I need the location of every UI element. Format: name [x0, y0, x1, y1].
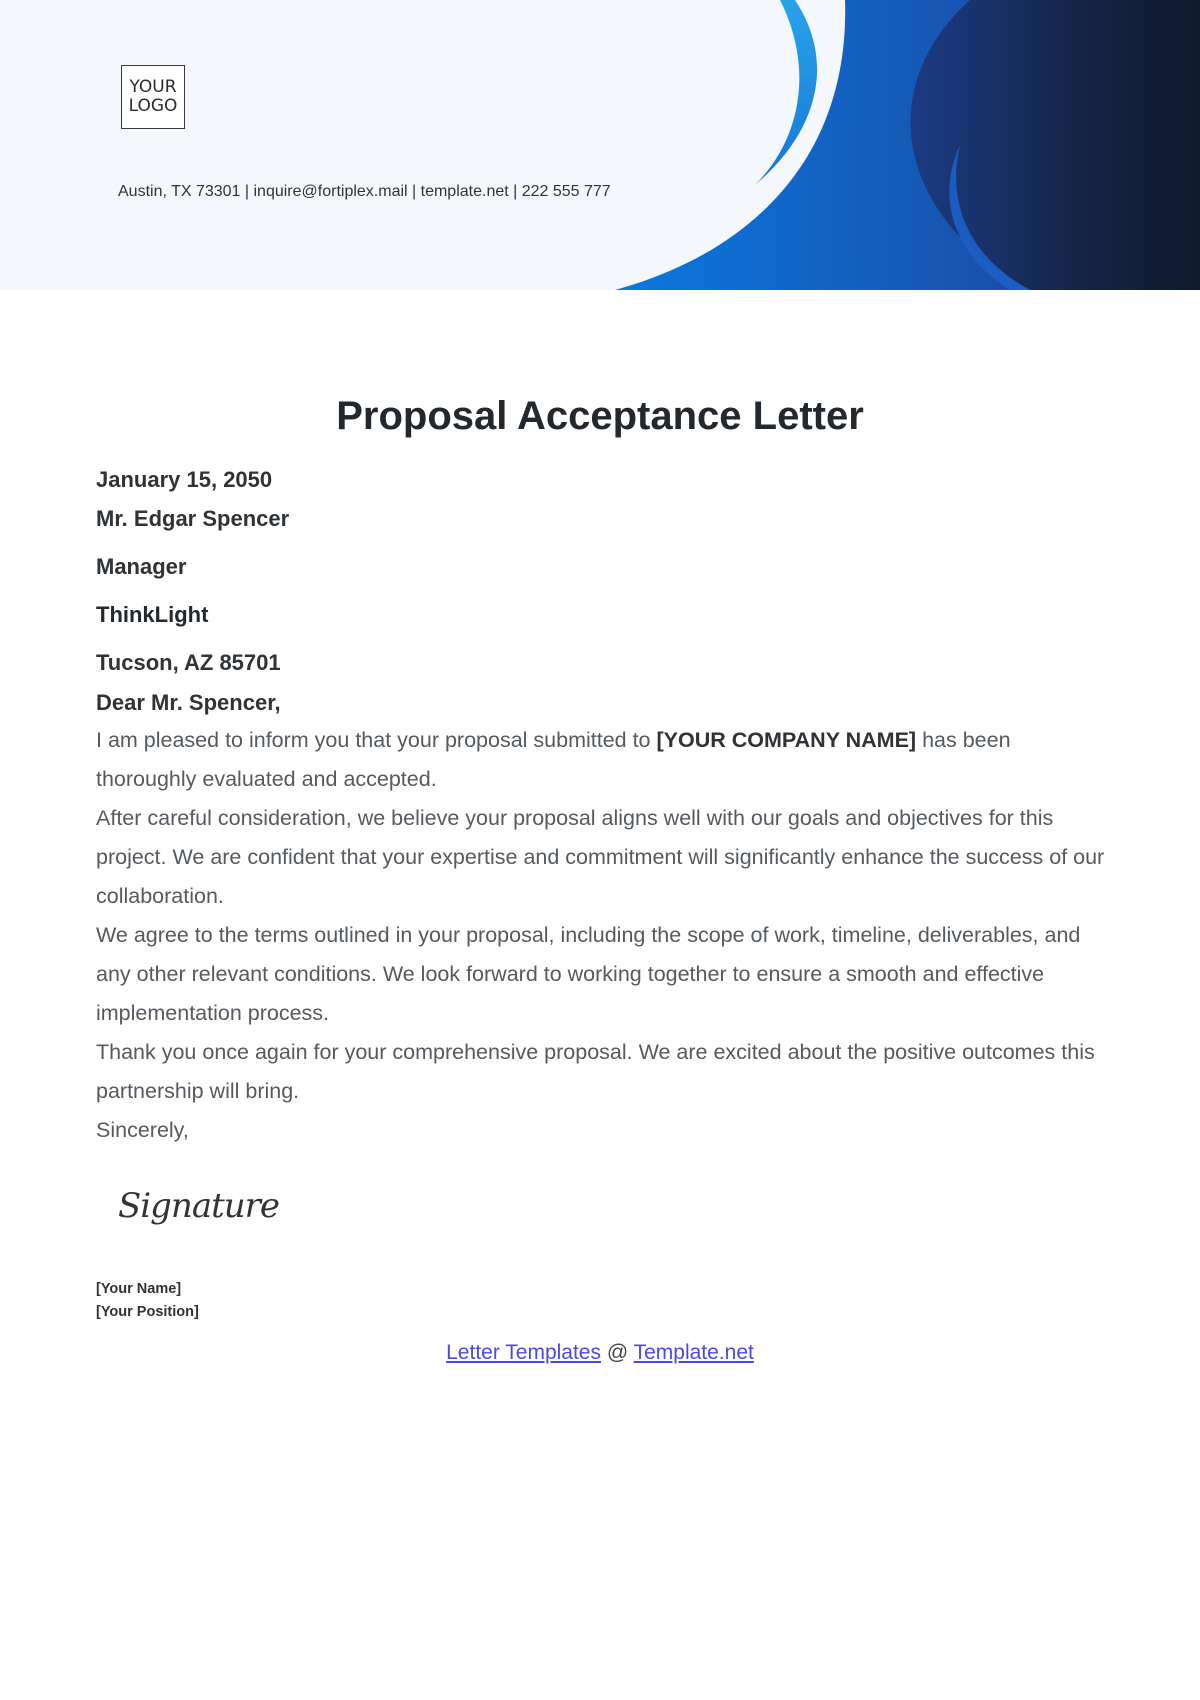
signature: Signature	[118, 1186, 280, 1226]
template-net-link[interactable]: Template.net	[633, 1341, 754, 1364]
salutation: Dear Mr. Spencer,	[96, 690, 281, 715]
body-paragraph-1: I am pleased to inform you that your proposal submitted to [YOUR COMPANY NAME] has been thoroughly evaluated and accepted.	[96, 728, 1011, 791]
company-logo: YOUR LOGO	[121, 65, 185, 129]
recipient-title: Manager	[96, 554, 187, 579]
sender-position: [Your Position]	[96, 1304, 199, 1320]
body-paragraph-2: After careful consideration, we believe your proposal aligns well with our goals and objectives for this project. We are confident that your expertise and commitment will significantly enhance the success of our collaboration.	[96, 806, 1105, 908]
letterhead	[0, 0, 1200, 290]
body-paragraph-3: We agree to the terms outlined in your proposal, including the scope of work, timeline, deliverables, and any other relevant conditions. We look forward to working together to ensure a smooth and effective implementation process.	[96, 923, 1081, 1025]
body-paragraph-4: Thank you once again for your comprehensive proposal. We are excited about the positive outcomes this partnership will bring.	[96, 1040, 1095, 1103]
letter-title: Proposal Acceptance Letter	[336, 394, 864, 438]
footer-separator: @	[601, 1341, 634, 1364]
letter-templates-link[interactable]: Letter Templates	[446, 1341, 601, 1364]
company-name-placeholder: [YOUR COMPANY NAME]	[656, 728, 917, 752]
recipient-company: ThinkLight	[96, 602, 209, 627]
recipient-name: Mr. Edgar Spencer	[96, 506, 290, 531]
decorative-wave-graphic	[0, 0, 1200, 290]
sender-name: [Your Name]	[96, 1281, 182, 1297]
recipient-address: Tucson, AZ 85701	[96, 650, 281, 675]
footer-credit	[0, 1341, 1200, 1365]
closing: Sincerely,	[96, 1118, 189, 1142]
letter-date: January 15, 2050	[96, 467, 273, 492]
contact-info: Austin, TX 73301 | inquire@fortiplex.mail | template.net | 222 555 777	[118, 183, 611, 200]
